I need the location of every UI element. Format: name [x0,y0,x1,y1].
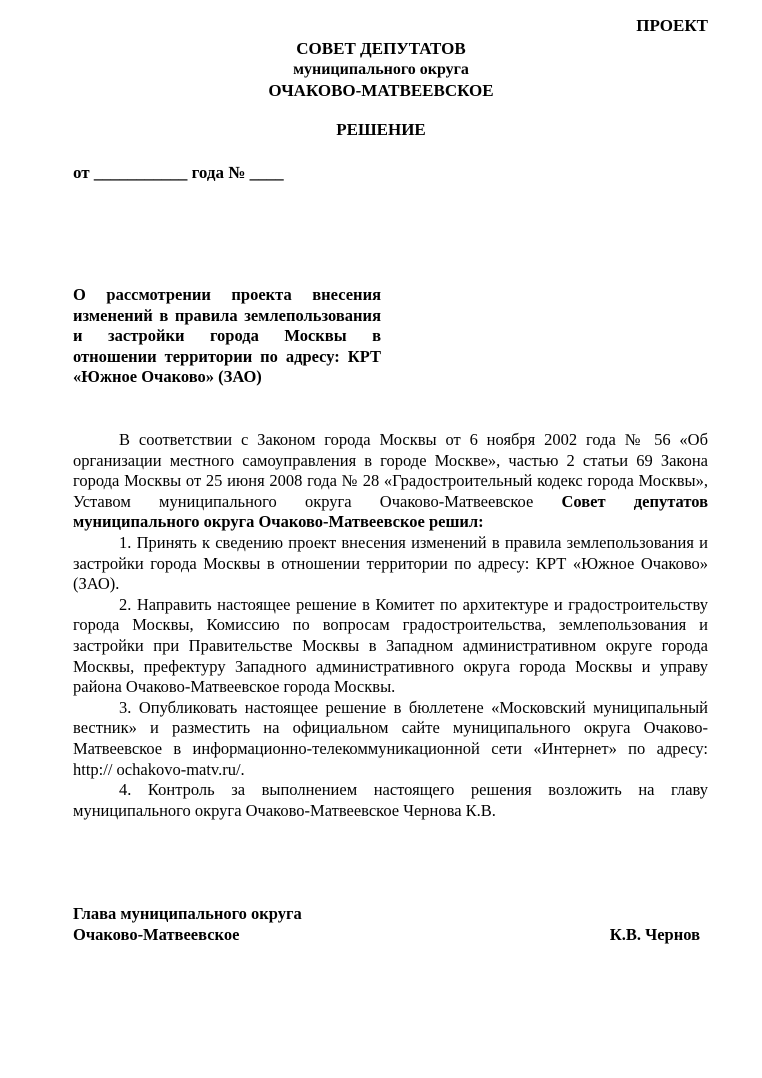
item-1: 1. Принять к сведению проект внесения изменений в правила землепользования и застройки города Москвы в отношении территории по адресу: КРТ «Южное Очаково» (ЗАО). [73,532,708,594]
decision-body [73,430,708,821]
date-number-line: от ___________ года № ____ [73,163,284,182]
district-label: муниципального округа [293,61,469,78]
signatory-name: К.В. Чернов [609,925,700,944]
project-label: ПРОЕКТ [636,16,708,35]
decision-subject: О рассмотрении проекта внесения изменений в правила землепользования и застройки города Москвы в отношении территории по адресу: КРТ «Южное Очаково» (ЗАО) [73,285,381,386]
council-title: СОВЕТ ДЕПУТАТОВ [296,39,466,58]
preamble-resolution: Совет депутатов муниципального округа Очаково-Матвеевское решил: [73,491,708,532]
signature-row [73,924,708,945]
item-3: 3. Опубликовать настоящее решение в бюллетене «Московский муниципальный вестник» и разместить на официальном сайте муниципального округа Очаково-Матвеевское в информационно-телекоммуникационной сети «Интернет» по адресу: http:// ochakovo-matv.ru/. [73,697,708,779]
signature-block [73,903,708,945]
document-header [0,38,762,101]
preamble-text: В соответствии с Законом города Москвы от 6 ноября 2002 года № 56 «Об организации местного самоуправления в городе Москве», частью 2 статьи 69 Закона города Москвы от 25 июня 2008 года № 28 «Градостроительный кодекс города Москвы», Уставом муниципального округа Очаково-Матвеевское [73,430,708,511]
signature-title-line2: Очаково-Матвеевское [73,925,240,944]
item-4: 4. Контроль за выполнением настоящего решения возложить на главу муниципального округа Очаково-Матвеевское Чернова К.В. [73,780,708,820]
item-2: 2. Направить настоящее решение в Комитет по архитектуре и градостроительству города Москвы, Комиссию по вопросам градостроительства, землепользования и застройки при Правительстве Москвы в Западном административном округе города Москвы, префектуру Западного административного округа города Москвы и управу района Очаково-Матвеевское города Москвы. [73,594,708,697]
signature-title-line1: Глава муниципального округа [73,904,302,923]
decision-title: РЕШЕНИЕ [336,120,426,139]
preamble-paragraph [73,430,708,533]
district-name: ОЧАКОВО-МАТВЕЕВСКОЕ [268,81,494,100]
